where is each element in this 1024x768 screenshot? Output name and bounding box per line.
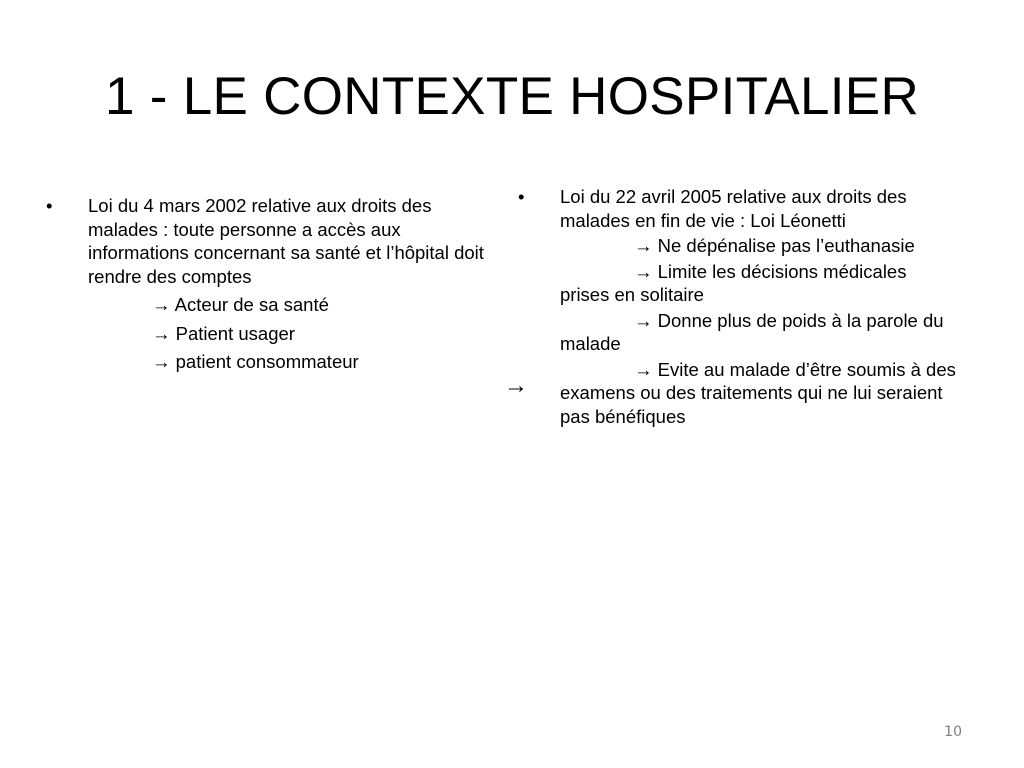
sub-list <box>46 293 486 374</box>
bullet-item-loi-2005 <box>518 185 958 232</box>
bullet-text: Loi du 22 avril 2005 relative aux droits des malades en fin de vie : Loi Léonetti <box>560 186 907 231</box>
sub-item-acteur: → Acteur de sa santé <box>152 294 329 315</box>
sub-item-examens: → Evite au malade d’être soumis à des examens ou des traitements qui ne lui seraient pas bénéfiques <box>560 358 956 427</box>
arrow-icon: → <box>504 372 528 399</box>
bullet-text: Loi du 4 mars 2002 relative aux droits des malades : toute personne a accès aux informations concernant sa santé et l’hôpital doit rendre des comptes <box>88 195 484 287</box>
bullet-icon: • <box>46 195 53 216</box>
left-column <box>46 194 486 374</box>
sub-list <box>518 234 958 428</box>
bullet-item-loi-2002 <box>46 194 486 288</box>
slide-title: 1 - LE CONTEXTE HOSPITALIER <box>104 67 920 126</box>
right-column <box>518 185 958 428</box>
sub-item-decisions: → Limite les décisions médicales prises en solitaire <box>560 260 907 305</box>
sub-item-euthanasie: → Ne dépénalise pas l’euthanasie <box>634 235 915 256</box>
page-number: 10 <box>944 724 962 740</box>
sub-item-consommateur: → patient consommateur <box>152 351 359 372</box>
sub-item-usager: → Patient usager <box>152 322 295 344</box>
sub-item-parole: → Donne plus de poids à la parole du malade <box>560 309 944 354</box>
bullet-icon: • <box>518 186 525 207</box>
